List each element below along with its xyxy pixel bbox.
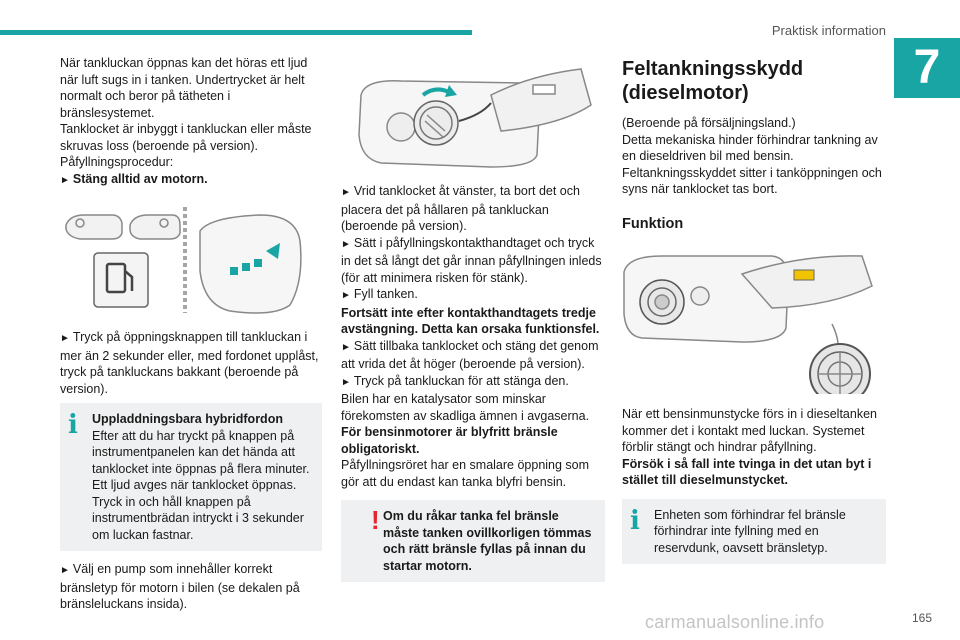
- column-middle: [341, 55, 605, 582]
- header-title: Praktisk information: [771, 23, 886, 38]
- info-box: [60, 403, 322, 551]
- column-left: [60, 55, 322, 613]
- paragraph: (Beroende på försäljningsland.): [622, 116, 796, 130]
- chapter-number: 7: [894, 38, 960, 98]
- subsection-title: Funktion: [622, 215, 684, 232]
- triangle-right-icon: ►: [60, 565, 70, 576]
- info-text: Enheten som förhindrar fel bränsle förhindrar inte fyllning med en reservdunk, oavsett bränsletyp.: [654, 507, 846, 555]
- step-item: ► Tryck på tankluckan för att stänga den.: [341, 373, 569, 388]
- step-item: ► Välj en pump som innehåller korrekt bränsletyp för motorn i bilen (se dekalen på bränsleluckans insida).: [60, 562, 300, 611]
- info-line: Tryck in och håll knappen på instrumentbrädan intryckt i 3 sekunder om luckan fastnar.: [92, 494, 304, 542]
- step-item: ► Sätt tillbaka tanklocket och stäng det genom att vrida det åt höger (beroende på version).: [341, 338, 599, 371]
- triangle-right-icon: ►: [341, 341, 351, 353]
- exclamation-icon: !: [371, 505, 380, 535]
- paragraph: Påfyllningsprocedur:: [60, 155, 174, 169]
- bold-note: Försök i så fall inte tvinga in det utan byt i stället till dieselmunstycket.: [622, 456, 872, 487]
- paragraph: Detta mekaniska hinder förhindrar tankning av en dieseldriven bil med bensin.: [622, 132, 878, 163]
- watermark: carmanualsonline.info: [645, 612, 825, 632]
- info-title: Uppladdningsbara hybridfordon: [92, 412, 283, 426]
- misfuel-device-illustration: [622, 244, 886, 394]
- step-item: ► Sätt i påfyllningskontakthandtaget och tryck in det så långt det går innan påfyllningen inleds (för att minimera risken för stänk).: [341, 235, 602, 285]
- fuel-cap-removal-illustration: [341, 55, 605, 173]
- step-item: ► Vrid tanklocket åt vänster, ta bort det och placera det på hållaren på tankluckan (beroende på version).: [341, 184, 580, 233]
- info-box: [622, 499, 886, 565]
- paragraph: Bilen har en katalysator som minskar förekomsten av skadliga ämnen i avgaserna.: [341, 392, 590, 423]
- paragraph: Påfyllningsröret har en smalare öppning som gör att du endast kan tanka blyfri bensin.: [341, 458, 590, 489]
- warning-text: Om du råkar tanka fel bränsle måste tanken ovillkorligen tömmas och rätt bränsle fyllas på innan du startar motorn.: [383, 509, 592, 573]
- header-accent-bar: [0, 30, 472, 35]
- warning-box: [341, 500, 605, 582]
- section-title: Feltankningsskydd (dieselmotor): [622, 58, 804, 104]
- triangle-right-icon: ►: [60, 174, 70, 186]
- step-item: ► Stäng alltid av motorn.: [60, 171, 208, 186]
- paragraph: När ett bensinmunstycke förs in i dieseltanken kommer det i kontakt med luckan. Systemet förblir stängt och hindrar påfyllning.: [622, 407, 877, 454]
- triangle-right-icon: ►: [341, 187, 351, 198]
- paragraph: Tanklocket är inbyggt i tankluckan eller måste skruvas loss (beroende på version).: [60, 122, 312, 153]
- page-number: 165: [912, 611, 933, 625]
- paragraph: Feltankningsskyddet sitter i tanköppningen och syns när tanklocket tas bort.: [622, 165, 882, 196]
- bold-note: Fortsätt inte efter kontakthandtagets tredje avstängning. Detta kan orsaka funktionsfel.: [341, 305, 600, 336]
- triangle-right-icon: ►: [341, 376, 351, 388]
- info-line: Efter att du har tryckt på knappen på instrumentpanelen kan det hända att tanklocket inte öppnas på flera minuter. Ett ljud avges när tanklocket öppnas.: [92, 428, 310, 492]
- info-icon: i: [630, 505, 640, 536]
- triangle-right-icon: ►: [60, 333, 70, 344]
- paragraph: När tankluckan öppnas kan det höras ett ljud när luft sugs in i tanken. Undertrycket är helt normalt och beror på tätheten i bränslesystemet.: [60, 56, 308, 120]
- step-item: ► Tryck på öppningsknappen till tankluckan i mer än 2 sekunder eller, med fordonet upplåst, tryck på tankluckans bakkant (beroende på version).: [60, 330, 319, 396]
- step-item: ► Fyll tanken.: [341, 287, 418, 301]
- triangle-right-icon: ►: [341, 238, 351, 250]
- column-right: [622, 55, 886, 564]
- info-icon: i: [68, 410, 78, 440]
- bold-note: För bensinmotorer är blyfritt bränsle obligatoriskt.: [341, 425, 558, 456]
- fuel-door-button-illustration: [60, 201, 322, 319]
- triangle-right-icon: ►: [341, 290, 351, 301]
